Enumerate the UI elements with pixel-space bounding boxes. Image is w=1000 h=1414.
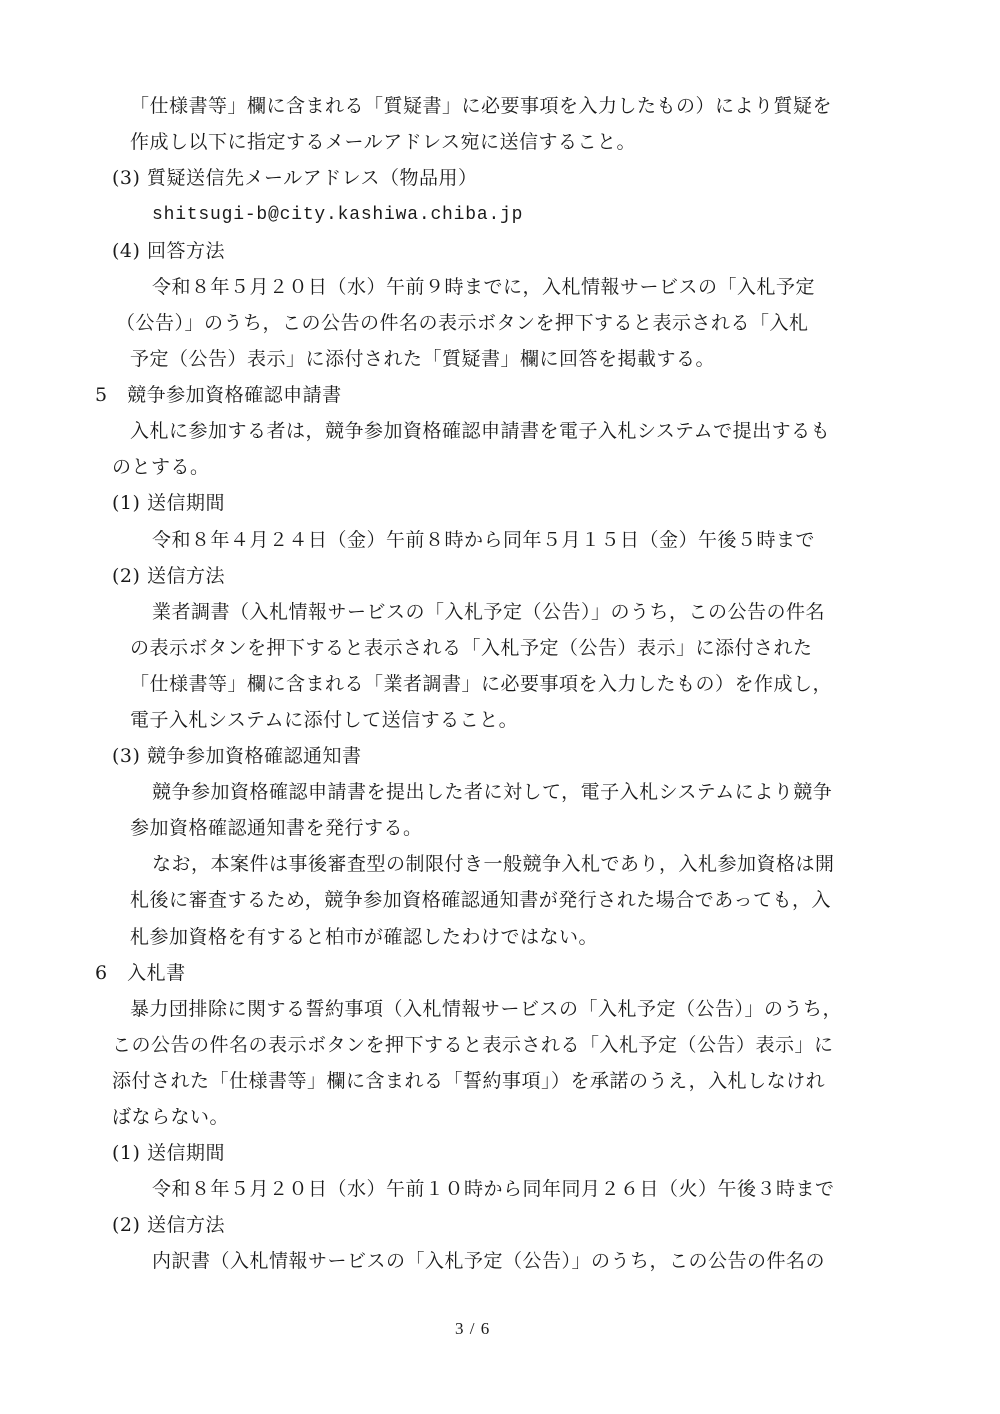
body-text-line: の表示ボタンを押下すると表示される「入札予定（公告）表示」に添付された [130,637,813,659]
body-text-line: （公告）」のうち，この公告の件名の表示ボタンを押下すると表示される「入札 [116,312,809,334]
page-number: 3 / 6 [455,1319,491,1338]
body-text-line: 作成し以下に指定するメールアドレス宛に送信すること。 [130,131,637,153]
body-text-line: なお，本案件は事後審査型の制限付き一般競争入札であり，入札参加資格は開 [152,853,835,875]
body-text-line: 札参加資格を有すると柏市が確認したわけではない。 [130,926,599,948]
body-text-line: 入札に参加する者は，競争参加資格確認申請書を電子入札システムで提出するも [130,420,831,442]
body-text-line: 札後に審査するため，競争参加資格確認通知書が発行された場合であっても，入 [130,889,832,911]
subsection-heading: (3) 競争参加資格確認通知書 [112,745,362,767]
subsection-heading: (1) 送信期間 [112,492,225,514]
subsection-heading: (2) 送信方法 [112,565,225,587]
subsection-heading: (4) 回答方法 [112,240,225,262]
body-text-line: 令和８年４月２４日（金）午前８時から同年５月１５日（金）午後５時まで [152,529,816,551]
body-text-line: 業者調書（入札情報サービスの「入札予定（公告）」のうち，この公告の件名 [152,601,826,623]
body-text-line: 内訳書（入札情報サービスの「入札予定（公告）」のうち，この公告の件名の [152,1250,826,1272]
body-text-line: 暴力団排除に関する誓約事項（入札情報サービスの「入札予定（公告）」のうち， [130,998,843,1020]
body-text-line: 令和８年５月２０日（水）午前１０時から同年同月２６日（火）午後３時まで [152,1178,835,1200]
body-text-line: 予定（公告）表示」に添付された「質疑書」欄に回答を掲載する。 [130,348,716,370]
body-text-line: 「仕様書等」欄に含まれる「業者調書」に必要事項を入力したもの）を作成し， [130,673,833,695]
section-heading: 5 競争参加資格確認申請書 [95,384,342,406]
body-text-line: 令和８年５月２０日（水）午前９時までに，入札情報サービスの「入札予定 [152,276,816,298]
body-text-line: 添付された「仕様書等」欄に含まれる「誓約事項」）を承諾のうえ，入札しなけれ [112,1070,826,1092]
subsection-heading: (1) 送信期間 [112,1142,225,1164]
body-text-line: 電子入札システムに添付して送信すること。 [130,709,519,731]
section-heading: 6 入札書 [95,962,186,984]
email-address: shitsugi-b@city.kashiwa.chiba.jp [152,205,524,225]
body-text-line: ばならない。 [112,1106,230,1128]
body-text-line: 競争参加資格確認申請書を提出した者に対して，電子入札システムにより競争 [152,781,833,803]
body-text-line: この公告の件名の表示ボタンを押下すると表示される「入札予定（公告）表示」に [112,1034,834,1056]
body-text-line: 「仕様書等」欄に含まれる「質疑書」に必要事項を入力したもの）により質疑を [130,95,833,117]
body-text-line: 参加資格確認通知書を発行する。 [130,817,423,839]
body-text-line: のとする。 [112,456,210,478]
subsection-heading: (3) 質疑送信先メールアドレス（物品用） [112,167,478,189]
subsection-heading: (2) 送信方法 [112,1214,225,1236]
